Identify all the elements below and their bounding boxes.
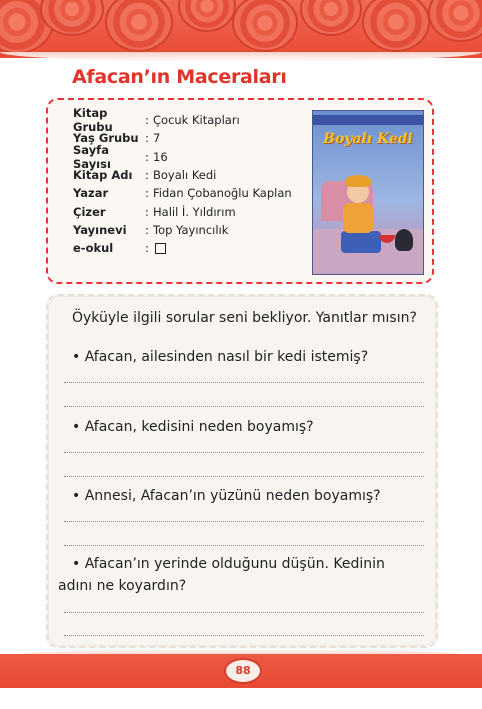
wood-log-decoration — [300, 0, 362, 36]
info-label: e-okul — [73, 241, 114, 256]
cover-title: Boyalı Kedi — [323, 131, 413, 147]
info-label: Yazar — [73, 186, 109, 201]
info-value: Fidan Çobanoğlu Kaplan — [153, 186, 292, 201]
info-separator: : — [145, 204, 149, 219]
question-1: • Afacan, ailesinden nasıl bir kedi istemiş? — [72, 349, 369, 365]
top-band-edge — [0, 52, 482, 62]
info-label: Kitap Grubu — [73, 106, 113, 135]
info-row — [73, 184, 292, 202]
info-label: Yayınevi — [73, 222, 127, 237]
wood-log-decoration — [105, 0, 173, 52]
page-title: Afacan’ın Maceraları — [72, 66, 287, 88]
info-row — [73, 221, 292, 239]
info-row — [73, 202, 292, 220]
info-value: 7 — [153, 131, 161, 146]
question-3: • Annesi, Afacan’ın yüzünü neden boyamış? — [72, 488, 381, 504]
wood-log-decoration — [428, 0, 482, 42]
info-label: Çizer — [73, 204, 106, 219]
question-2: • Afacan, kedisini neden boyamış? — [72, 419, 314, 435]
answer-line[interactable] — [64, 635, 424, 636]
wood-log-decoration — [232, 0, 298, 52]
cover-boy-hair — [345, 175, 371, 187]
info-separator: : — [145, 149, 149, 164]
wood-log-decoration — [362, 0, 430, 52]
cover-cat — [395, 229, 413, 251]
info-label: Yaş Grubu — [73, 131, 139, 146]
info-value: 16 — [153, 149, 168, 164]
info-separator: : — [145, 186, 149, 201]
info-separator: : — [145, 222, 149, 237]
answer-line[interactable] — [64, 612, 424, 613]
page-number-badge: 88 — [224, 658, 262, 684]
book-cover-image — [312, 110, 424, 275]
answer-line[interactable] — [64, 545, 424, 546]
question-4: • Afacan’ın yerinde olduğunu düşün. Kedinin adını ne koyardın? — [58, 556, 385, 594]
answer-line[interactable] — [64, 452, 424, 453]
questions-card — [46, 294, 438, 648]
e-okul-checkbox[interactable] — [155, 243, 166, 254]
answer-line[interactable] — [64, 476, 424, 477]
book-info-table — [73, 106, 292, 257]
info-separator: : — [145, 113, 149, 128]
info-row — [73, 142, 292, 171]
cover-boy-body — [343, 203, 373, 233]
answer-line[interactable] — [64, 406, 424, 407]
info-value: Çocuk Kitapları — [153, 113, 240, 128]
info-separator: : — [145, 168, 149, 183]
info-row — [73, 106, 292, 135]
top-decorative-band — [0, 0, 482, 58]
info-value: Top Yayıncılık — [153, 222, 229, 237]
wood-log-decoration — [178, 0, 236, 32]
cover-series-band — [313, 115, 423, 125]
info-separator: : — [145, 241, 149, 256]
info-label: Sayfa Sayısı — [73, 142, 111, 171]
info-row — [73, 239, 292, 257]
info-row — [73, 166, 292, 184]
book-info-card — [46, 98, 434, 284]
answer-line[interactable] — [64, 521, 424, 522]
info-separator: : — [145, 131, 149, 146]
cover-boy-legs — [341, 231, 381, 253]
info-value: Boyalı Kedi — [153, 168, 217, 183]
info-value: Halil İ. Yıldırım — [153, 204, 236, 219]
questions-intro: Öyküyle ilgili sorular seni bekliyor. Yanıtlar mısın? — [72, 310, 417, 326]
info-label: Kitap Adı — [73, 168, 133, 183]
answer-line[interactable] — [64, 382, 424, 383]
